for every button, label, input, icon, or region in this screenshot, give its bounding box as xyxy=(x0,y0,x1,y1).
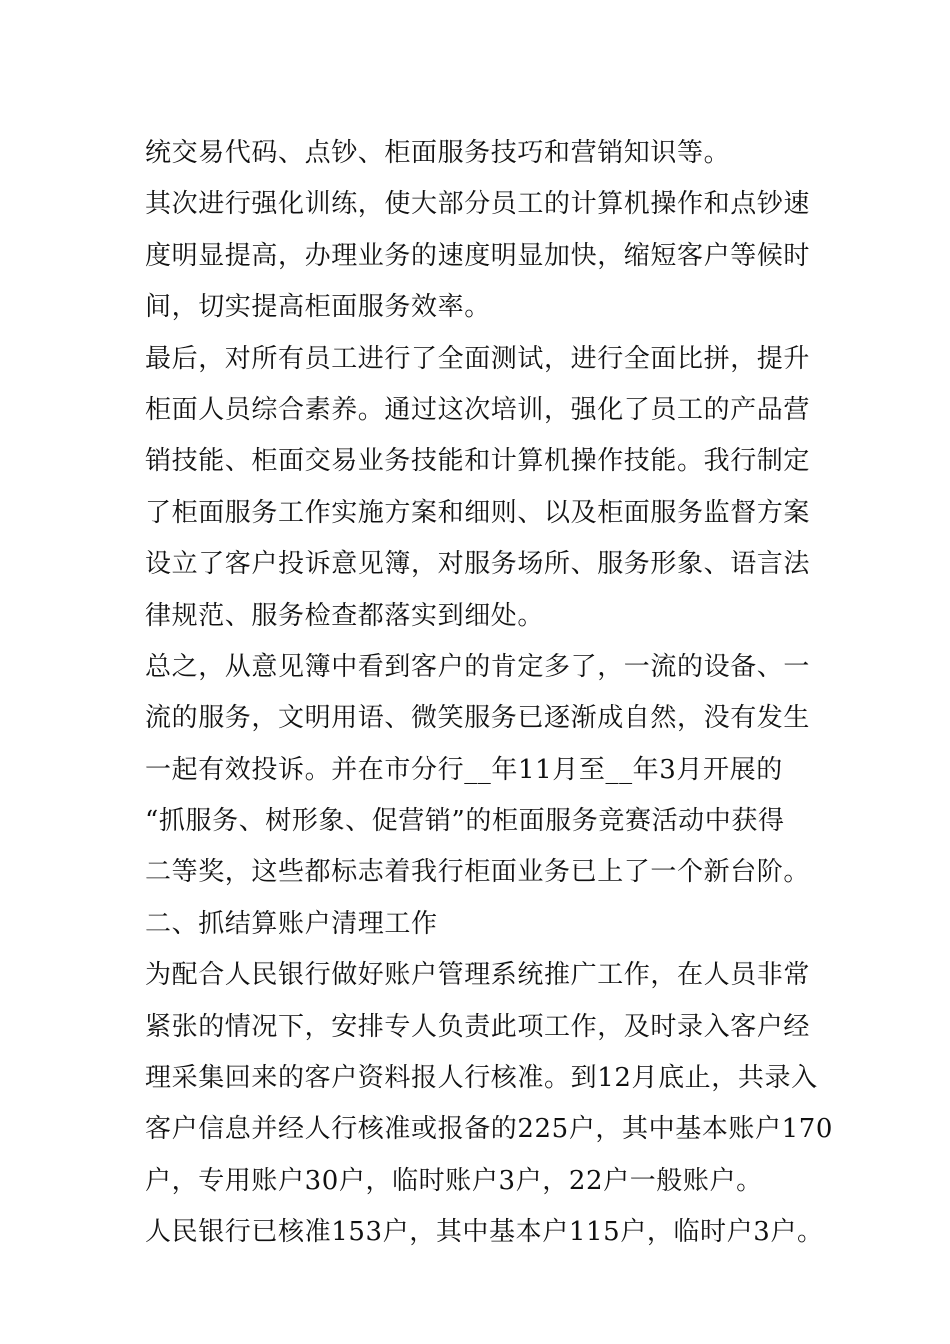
text-line: 统交易代码、点钞、柜面服务技巧和营销知识等。 xyxy=(145,138,731,168)
text-line: 人民银行已核准153户，其中基本户115户，临时户3户。 xyxy=(145,1217,824,1248)
text-line: 最后，对所有员工进行了全面测试，进行全面比拼，提升 xyxy=(145,343,811,374)
text-line: 度明显提高，办理业务的速度明显加快，缩短客户等候时 xyxy=(145,240,811,271)
document-body xyxy=(145,128,834,1259)
text-line: 理采集回来的客户资料报人行核准。到12月底止，共录入 xyxy=(145,1063,818,1094)
text-line: 紧张的情况下，安排专人负责此项工作，及时录入客户经 xyxy=(145,1011,811,1042)
text-line: 二等奖，这些都标志着我行柜面业务已上了一个新台阶。 xyxy=(145,857,811,888)
text-line: 其次进行强化训练，使大部分员工的计算机操作和点钞速 xyxy=(145,189,811,220)
text-line: “抓服务、树形象、促营销”的柜面服务竞赛活动中获得 xyxy=(145,806,785,837)
text-line: 客户信息并经人行核准或报备的225户，其中基本账户170 xyxy=(145,1114,834,1145)
text-line: 总之，从意见簿中看到客户的肯定多了，一流的设备、一 xyxy=(145,651,811,682)
text-line: 律规范、服务检查都落实到细处。 xyxy=(145,600,545,631)
text-line: 一起有效投诉。并在市分行__年11月至__年3月开展的 xyxy=(145,754,783,785)
text-line: 为配合人民银行做好账户管理系统推广工作，在人员非常 xyxy=(145,960,811,991)
text-line: 设立了客户投诉意见簿，对服务场所、服务形象、语言法 xyxy=(145,549,811,580)
text-line: 了柜面服务工作实施方案和细则、以及柜面服务监督方案 xyxy=(145,497,811,528)
text-line: 销技能、柜面交易业务技能和计算机操作技能。我行制定 xyxy=(145,446,811,477)
section-heading: 二、抓结算账户清理工作 xyxy=(145,908,438,939)
text-line: 户，专用账户30户，临时账户3户，22户一般账户。 xyxy=(145,1165,763,1196)
text-line: 柜面人员综合素养。通过这次培训，强化了员工的产品营 xyxy=(145,394,811,425)
text-line: 间，切实提高柜面服务效率。 xyxy=(145,292,491,323)
text-line: 流的服务，文明用语、微笑服务已逐渐成自然，没有发生 xyxy=(145,703,811,734)
